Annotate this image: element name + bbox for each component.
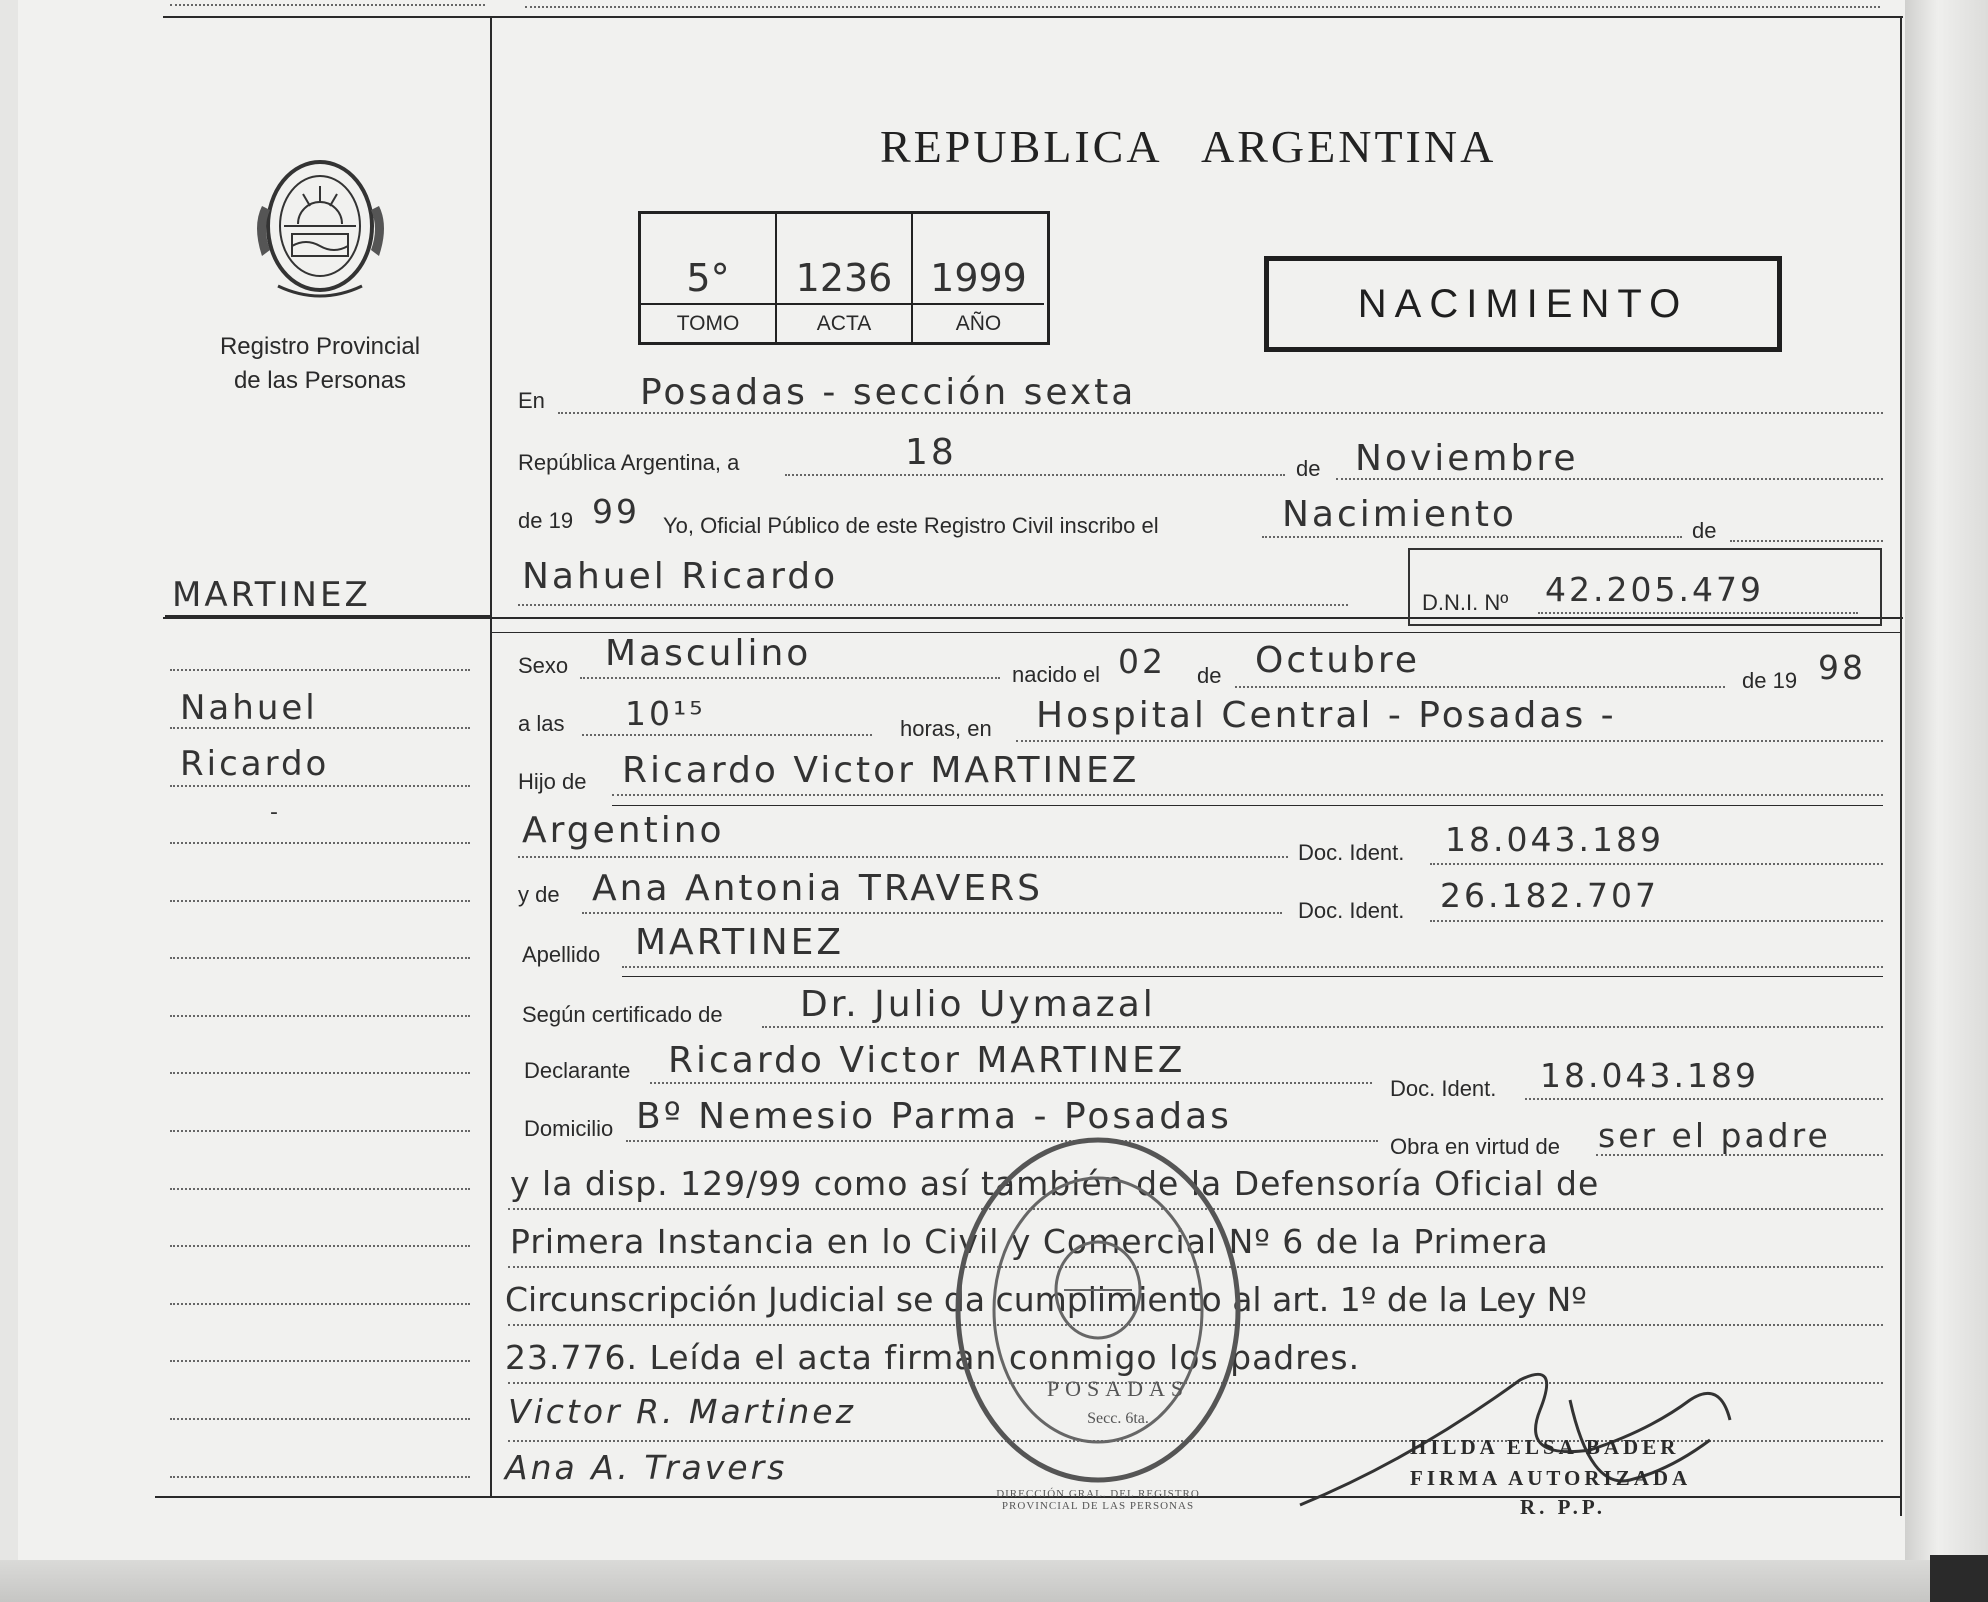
margin-dotted-line — [170, 1072, 470, 1074]
authorized-name: HILDA ELSA BADER — [1410, 1435, 1680, 1459]
sexo-line — [580, 677, 1000, 679]
record-table — [638, 211, 1050, 345]
margin-dotted-line — [170, 1188, 470, 1190]
sexo-label: Sexo — [518, 653, 569, 678]
father-signature: Victor R. Martinez — [508, 1392, 856, 1431]
apellido-line — [622, 966, 1883, 968]
margin-mark: - — [270, 800, 281, 825]
dni-line — [1538, 612, 1858, 614]
en-label: En — [518, 388, 545, 413]
declarante-doc-line — [1525, 1098, 1883, 1100]
note-line-4: 23.776. Leída el acta firman conmigo los padres. — [505, 1338, 1361, 1377]
margin-dotted-line — [170, 669, 470, 671]
nationality-line — [518, 856, 1288, 858]
mother-line — [582, 912, 1282, 914]
authorized-signature-block — [1410, 1435, 1691, 1520]
sexo-value: Masculino — [605, 633, 812, 674]
official-stamp-icon — [938, 1120, 1258, 1500]
document-type-box: NACIMIENTO — [1264, 256, 1782, 352]
top-dotted-line-right — [525, 6, 1880, 8]
obra-label: Obra en virtud de — [1390, 1134, 1560, 1159]
registry-name-line2: de las Personas — [233, 367, 407, 394]
obra-value: ser el padre — [1598, 1116, 1831, 1155]
margin-surname: MARTINEZ — [172, 575, 371, 615]
declarante-label: Declarante — [524, 1058, 631, 1083]
stamp-section-text: Secc. 6ta. — [1087, 1410, 1149, 1427]
horas-label: horas, en — [900, 716, 992, 741]
book-edge — [1905, 0, 1988, 1602]
anio-cell — [913, 214, 1044, 342]
father-nationality: Argentino — [522, 810, 725, 851]
father-rule — [612, 805, 1883, 806]
de-line — [1730, 540, 1883, 542]
nacido-year: 98 — [1818, 648, 1866, 687]
sexo-row-rule — [492, 632, 1900, 633]
de-label: de — [1296, 456, 1321, 481]
top-rule — [163, 16, 1903, 18]
place-line — [1016, 740, 1883, 742]
right-border — [1900, 16, 1902, 1516]
inscribo-value: Nacimiento — [1282, 494, 1517, 535]
dni-label: D.N.I. Nº — [1422, 590, 1509, 615]
certificado-label: Según certificado de — [522, 1002, 723, 1027]
en-value: Posadas - sección sexta — [640, 372, 1137, 413]
doc-ident-label-declarante: Doc. Ident. — [1390, 1076, 1497, 1101]
father-doc: 18.043.189 — [1445, 820, 1664, 859]
hour-line — [582, 734, 872, 736]
father-line — [612, 794, 1883, 796]
day-value: 18 — [905, 432, 957, 473]
day-line — [785, 474, 1285, 476]
margin-dotted-line — [170, 957, 470, 959]
note-line-2: Primera Instancia en lo Civil y Comercial Nº 6 de la Primera — [510, 1222, 1549, 1261]
margin-dotted-line — [170, 1476, 470, 1478]
apellido-value: MARTINEZ — [635, 922, 845, 963]
year-value: 99 — [592, 492, 640, 531]
margin-surname-underline — [165, 615, 490, 617]
doc-ident-label-mother: Doc. Ident. — [1298, 898, 1405, 923]
margin-dotted-line — [170, 1015, 470, 1017]
stamp-inner-text: POSADAS — [1046, 1376, 1190, 1401]
year-prefix: de 19 — [518, 508, 574, 533]
acta-value: 1236 — [795, 256, 893, 300]
inscribo-line — [1262, 536, 1682, 538]
margin-dotted-line — [170, 1360, 470, 1362]
certificado-value: Dr. Julio Uymazal — [800, 984, 1156, 1025]
background-corner — [1930, 1555, 1988, 1602]
book-bottom-edge — [0, 1560, 1988, 1602]
nacido-year-prefix: de 19 — [1742, 668, 1798, 693]
margin-dotted-line — [170, 785, 470, 787]
domicilio-value: Bº Nemesio Parma - Posadas — [636, 1096, 1232, 1137]
domicilio-label: Domicilio — [524, 1116, 614, 1141]
a-las-label: a las — [518, 711, 565, 736]
margin-dotted-line — [170, 842, 470, 844]
tomo-label: TOMO — [641, 303, 775, 342]
authorized-role: FIRMA AUTORIZADA — [1410, 1466, 1692, 1490]
authorized-extra: R. P.P. — [1520, 1495, 1606, 1519]
certificado-line — [762, 1026, 1883, 1028]
stamp-outer-text: DIRECCIÓN GRAL. DEL REGISTRO PROVINCIAL DE LAS PERSONAS — [996, 1488, 1200, 1512]
mother-value: Ana Antonia TRAVERS — [592, 868, 1043, 909]
margin-dotted-line — [170, 1418, 470, 1420]
margin-dotted-line — [170, 1245, 470, 1247]
name-value: Nahuel Ricardo — [522, 556, 839, 597]
doc-ident-label-father: Doc. Ident. — [1298, 840, 1405, 865]
margin-given-name-1: Nahuel — [180, 688, 318, 728]
declarante-value: Ricardo Victor MARTINEZ — [668, 1040, 1186, 1081]
registry-name-line1: Registro Provincial — [219, 333, 421, 360]
apellido-rule — [622, 976, 1883, 977]
place-value: Hospital Central - Posadas - — [1036, 695, 1617, 736]
name-line — [518, 604, 1348, 606]
father-value: Ricardo Victor MARTINEZ — [622, 750, 1140, 791]
acta-label: ACTA — [777, 303, 911, 342]
mother-doc: 26.182.707 — [1440, 876, 1659, 915]
declarante-doc: 18.043.189 — [1540, 1056, 1759, 1095]
hijo-label: Hijo de — [518, 769, 587, 794]
de-label-2: de — [1692, 518, 1717, 543]
nacido-month: Octubre — [1255, 640, 1421, 681]
anio-label: AÑO — [913, 303, 1044, 342]
nacido-label: nacido el — [1012, 662, 1101, 687]
nacido-line — [1235, 686, 1725, 688]
hour-value: 10¹⁵ — [625, 694, 706, 733]
margin-given-name-2: Ricardo — [180, 744, 330, 784]
declarante-line — [650, 1082, 1372, 1084]
acta-cell — [777, 214, 913, 342]
margin-dotted-line — [170, 1303, 470, 1305]
top-dotted-line — [170, 4, 485, 6]
mother-doc-line — [1430, 920, 1883, 922]
note-line-3: Circunscripción Judicial se da cumplimiento al art. 1º de la Ley Nº — [505, 1280, 1587, 1319]
apellido-label: Apellido — [522, 942, 601, 967]
misiones-seal-icon — [248, 146, 393, 306]
father-doc-line — [1430, 863, 1883, 865]
margin-dotted-line — [170, 727, 470, 729]
inscribo-label: Yo, Oficial Público de este Registro Civil inscribo el — [663, 513, 1159, 538]
dni-value: 42.205.479 — [1545, 570, 1764, 609]
tomo-value: 5° — [686, 256, 730, 300]
tomo-cell — [641, 214, 777, 342]
registry-name — [180, 330, 460, 398]
month-value: Noviembre — [1355, 438, 1579, 479]
note-line-1: y la disp. 129/99 como así también de la Defensoría Oficial de — [510, 1164, 1600, 1203]
margin-dotted-line — [170, 900, 470, 902]
anio-value: 1999 — [930, 256, 1027, 300]
republica-label: República Argentina, a — [518, 450, 740, 475]
nacido-day: 02 — [1118, 642, 1166, 681]
country-title: REPUBLICA ARGENTINA — [880, 121, 1497, 172]
mother-signature: Ana A. Travers — [505, 1448, 788, 1487]
nacido-de-label: de — [1197, 663, 1222, 688]
margin-dotted-line — [170, 1130, 470, 1132]
y-de-label: y de — [518, 882, 560, 907]
column-divider — [490, 16, 492, 1496]
